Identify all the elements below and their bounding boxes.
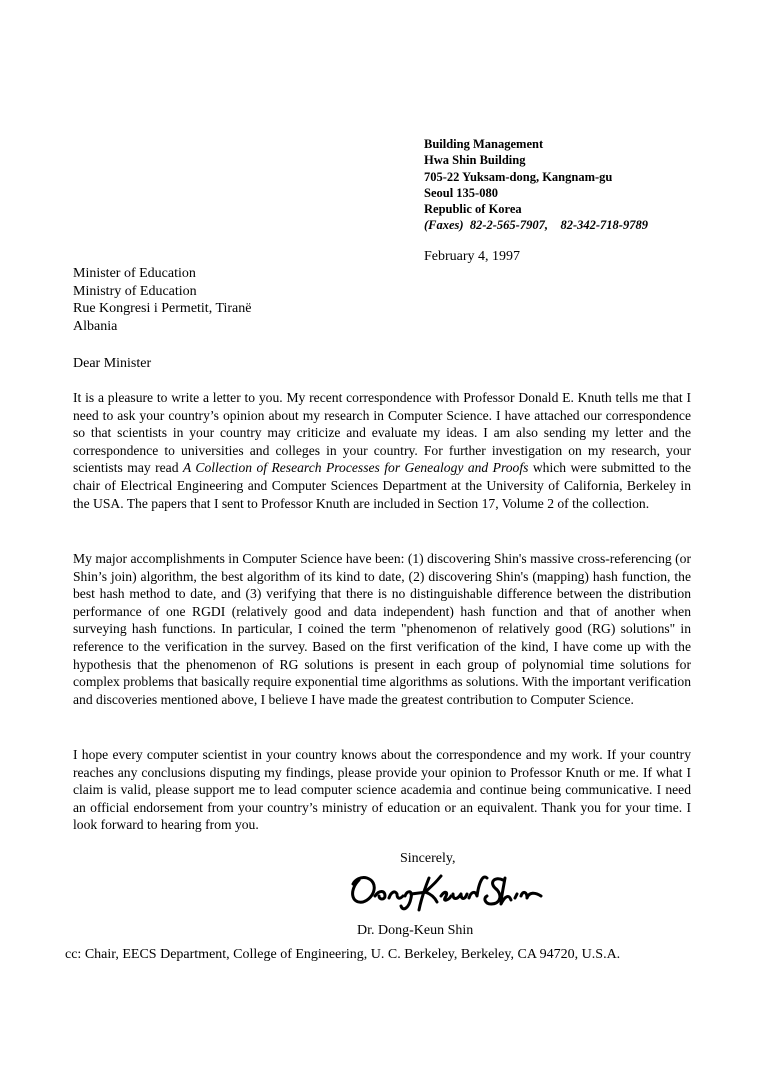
recipient-line: Minister of Education xyxy=(73,266,196,281)
cc-line: cc: Chair, EECS Department, College of Engineering, U. C. Berkeley, Berkeley, CA 94720, U.S.A. xyxy=(65,947,621,962)
handwritten-signature xyxy=(345,868,560,918)
recipient-line: Rue Kongresi i Permetit, Tiranë xyxy=(73,301,252,317)
sender-line: Seoul 135-080 xyxy=(424,185,498,200)
paragraph-text: It is a pleasure to write a letter to you. My recent correspondence with Professor Donald E. Knuth tells me that I need to ask your country’s opinion about my research in Computer Science. I have attached our correspondence so that scientists in your country may criticize and evaluate my ideas. I am also sending my letter and the correspondence to universities and colleges in your country. For further investigation on my research, your scientists may read xyxy=(73,390,691,476)
paragraph-text: which were submitted to the chair of Electrical Engineering and Computer Sciences Department at the University of California, Berkeley in the USA. The papers that I sent to Professor Knuth are included in Section 17, Volume 2 of the collection. xyxy=(73,460,691,511)
book-title: A Collection of Research Processes for Genealogy and Proofs xyxy=(182,460,529,476)
sender-line: Hwa Shin Building xyxy=(424,153,526,168)
sender-line: 705-22 Yuksam-dong, Kangnam-gu xyxy=(424,169,613,184)
closing: Sincerely, xyxy=(400,851,456,866)
body-paragraph-2: My major accomplishments in Computer Science have been: (1) discovering Shin's massive cross-referencing (or Shin’s join) algorithm, the best algorithm of its kind to date, (2) discovering Shin's (mapping) hash function, the best hash method to date, and (3) verifying that there is no distinguishable difference between the distribution performance of one RGDI (relatively good and data independent) hash function and that of another when surveying hash functions. In particular, I coined the term "phenomenon of relatively good (RG) solutions" in reference to the verification in the survey. Based on the first verification of the kind, I have come up with the hypothesis that the phenomenon of RG solutions is present in each group of polynomial time solutions for complex problems that basically require exponential time algorithms as solutions. With the important verification and discoveries mentioned above, I believe I have made the greatest contribution to Computer Science. xyxy=(73,551,691,707)
body-paragraph-3: I hope every computer scientist in your country knows about the correspondence and my work. If your country reaches any conclusions disputing my findings, please provide your opinion to Professor Knuth or me. If what I claim is valid, please support me to lead computer science academia and continue being communicative. I need an official endorsement from your country’s ministry of education or an equivalent. Thank you for your time. I look forward to hearing from you. xyxy=(73,747,691,833)
salutation: Dear Minister xyxy=(73,356,152,371)
recipient-line: Albania xyxy=(73,318,118,334)
sender-line: Building Management xyxy=(424,137,544,151)
fax-number-1: 82-2-565-7907, xyxy=(469,218,548,233)
recipient-line: Ministry of Education xyxy=(73,283,197,299)
sender-address-block xyxy=(424,136,648,234)
letter-date: February 4, 1997 xyxy=(424,249,521,264)
sender-line: Republic of Korea xyxy=(424,202,522,217)
fax-number-2: 82-342-718-9789 xyxy=(560,218,648,233)
faxes-label: (Faxes) xyxy=(424,218,464,233)
body-paragraph-1 xyxy=(73,389,691,512)
signer-name: Dr. Dong-Keun Shin xyxy=(357,923,474,938)
sender-faxes xyxy=(424,217,648,233)
recipient-address-block xyxy=(73,265,252,335)
